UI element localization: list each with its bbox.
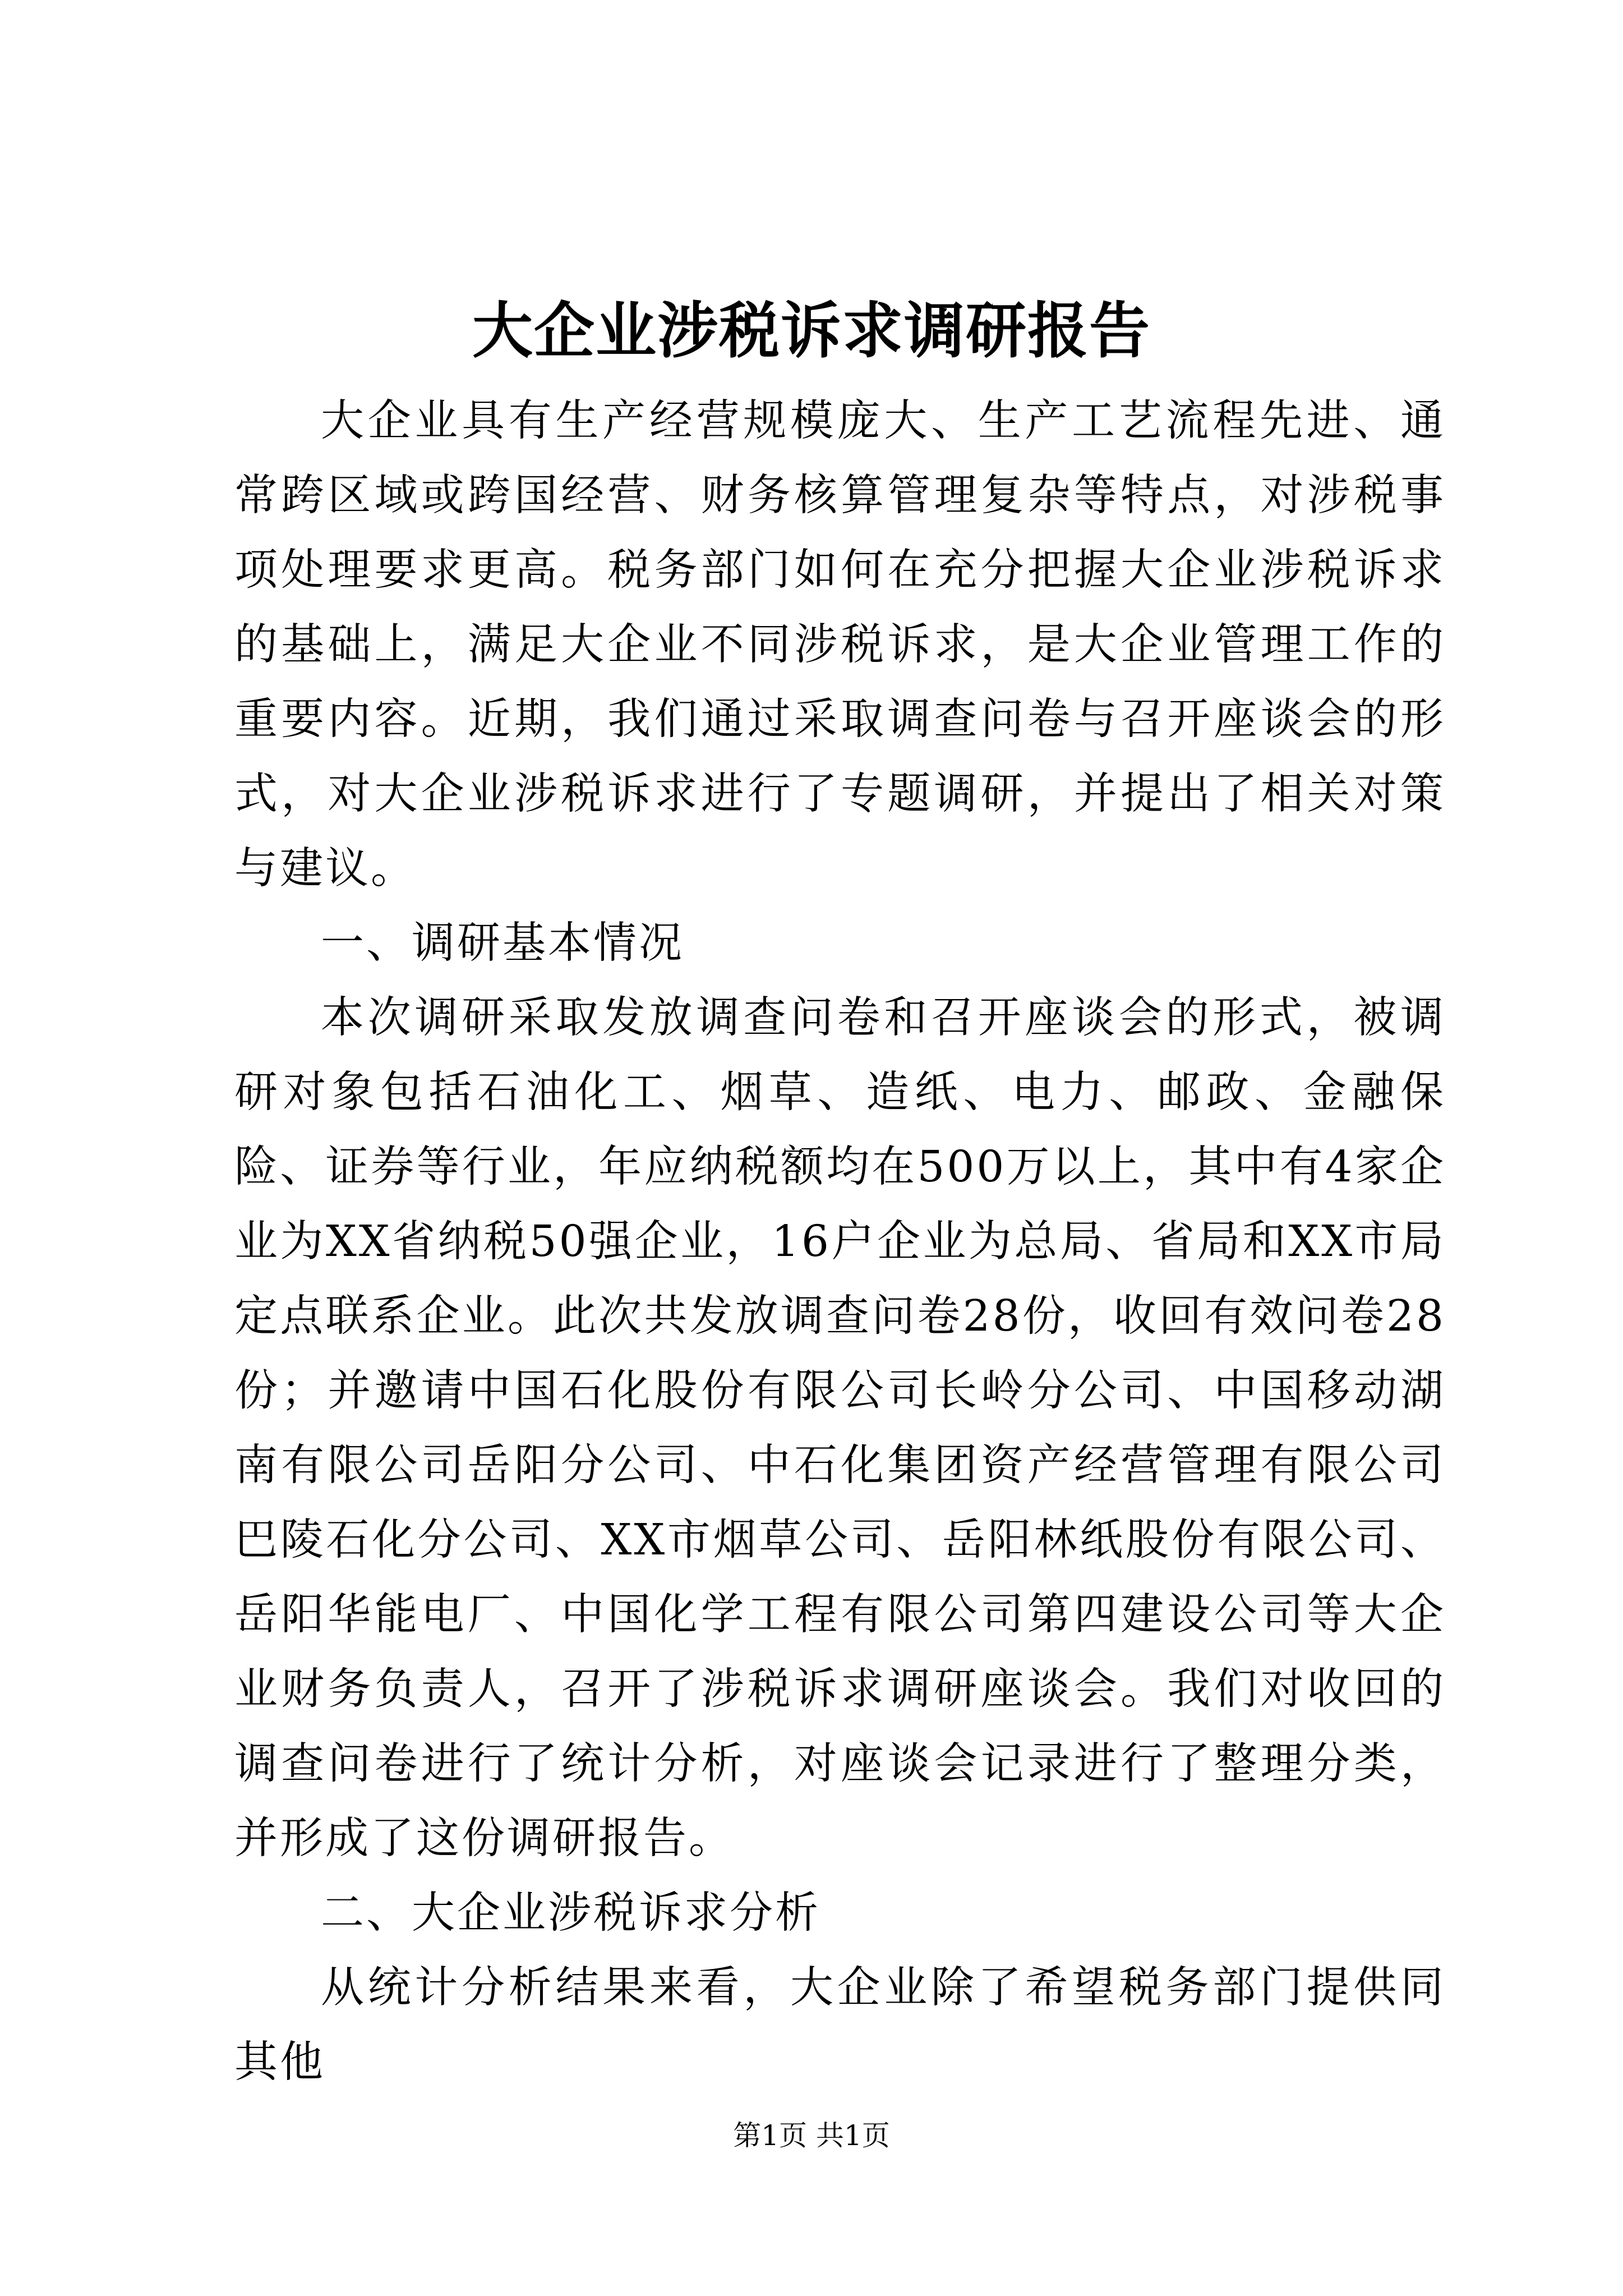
page-footer: 第1页 共1页	[733, 2119, 890, 2152]
section-heading-2: 二、大企业涉税诉求分析	[321, 1888, 820, 1938]
paragraph-intro: 大企业具有生产经营规模庞大、生产工艺流程先进、通常跨区域或跨国经营、财务核算管理复杂等特点，对涉税事项处理要求更高。税务部门如何在充分把握大企业涉税诉求的基础上，满足大企业不同涉税诉求，是大企业管理工作的重要内容。近期，我们通过采取调查问卷与召开座谈会的形式，对大企业涉税诉求进行了专题调研，并提出了相关对策与建议。	[234, 396, 1446, 894]
paragraph-analysis: 从统计分析结果来看，大企业除了希望税务部门提供同其他	[234, 1963, 1446, 2087]
paragraph-survey-overview: 本次调研采取发放调查问卷和召开座谈会的形式，被调研对象包括石油化工、烟草、造纸、电力、邮政、金融保险、证券等行业，年应纳税额均在500万以上，其中有4家企业为XX省纳税50强企业，16户企业为总局、省局和XX市局定点联系企业。此次共发放调查问卷28份，收回有效问卷28份；并邀请中国石化股份有限公司长岭分公司、中国移动湖南有限公司岳阳分公司、中石化集团资产经营管理有限公司巴陵石化分公司、XX市烟草公司、岳阳林纸股份有限公司、岳阳华能电厂、中国化学工程有限公司第四建设公司等大企业财务负责人，召开了涉税诉求调研座谈会。我们对收回的调查问卷进行了统计分析，对座谈会记录进行了整理分类，并形成了这份调研报告。	[234, 993, 1446, 1864]
document-body	[234, 384, 1446, 2100]
section-heading-1: 一、调研基本情况	[321, 918, 684, 968]
page-title: 大企业涉税诉求调研报告	[472, 296, 1151, 366]
